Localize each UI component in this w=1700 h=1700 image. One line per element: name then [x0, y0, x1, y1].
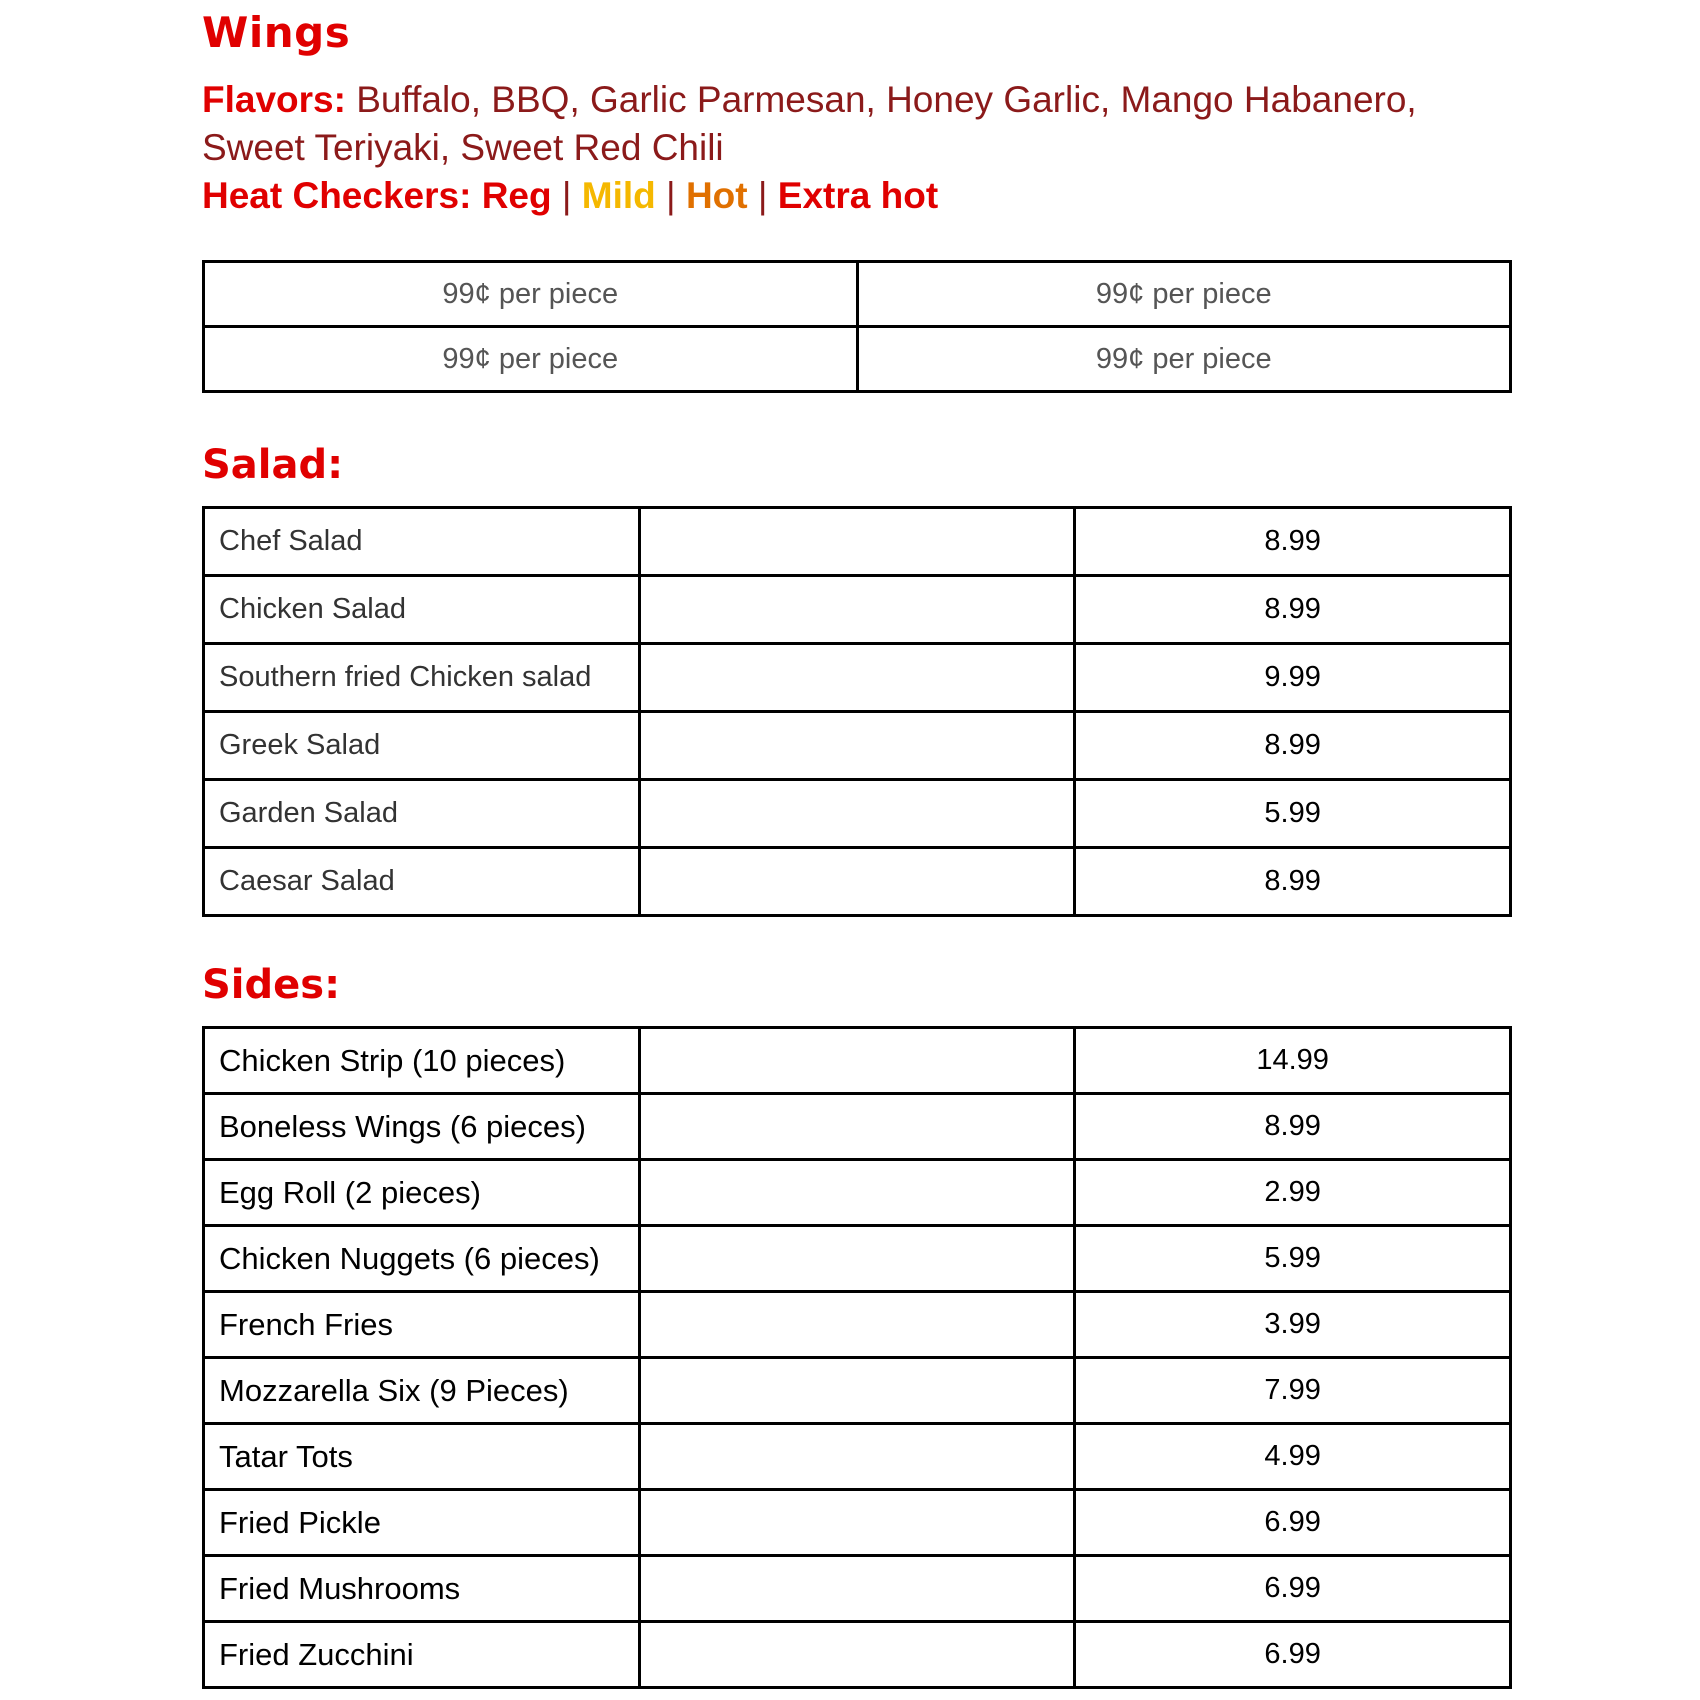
table-row — [204, 1424, 1511, 1490]
table-row — [204, 327, 1511, 392]
item-price: 8.99 — [1075, 576, 1511, 644]
table-row — [204, 262, 1511, 327]
empty-cell — [639, 712, 1075, 780]
heat-separator: | — [757, 175, 768, 216]
item-price: 8.99 — [1075, 1094, 1511, 1160]
empty-cell — [639, 1424, 1075, 1490]
table-row — [204, 1160, 1511, 1226]
item-name: Fried Mushrooms — [204, 1556, 640, 1622]
empty-cell — [639, 1160, 1075, 1226]
heat-level-reg: Reg — [481, 175, 552, 216]
table-row — [204, 1358, 1511, 1424]
item-name: Chicken Strip (10 pieces) — [204, 1028, 640, 1094]
heat-separator: | — [561, 175, 572, 216]
wings-flavors — [202, 76, 1512, 172]
item-price: 8.99 — [1075, 712, 1511, 780]
salad-title: Salad: — [202, 442, 344, 488]
heat-level-mild: Mild — [581, 175, 656, 216]
item-name: Tatar Tots — [204, 1424, 640, 1490]
item-name: Garden Salad — [204, 780, 640, 848]
item-price: 7.99 — [1075, 1358, 1511, 1424]
wings-price-table — [202, 260, 1512, 393]
item-price: 5.99 — [1075, 1226, 1511, 1292]
sides-table — [202, 1026, 1512, 1689]
wings-price-cell: 99¢ per piece — [204, 327, 858, 392]
table-row — [204, 1556, 1511, 1622]
item-price: 2.99 — [1075, 1160, 1511, 1226]
heat-separator: | — [666, 175, 676, 216]
empty-cell — [639, 644, 1075, 712]
item-price: 3.99 — [1075, 1292, 1511, 1358]
table-row — [204, 712, 1511, 780]
table-row — [204, 1226, 1511, 1292]
empty-cell — [639, 576, 1075, 644]
empty-cell — [639, 1358, 1075, 1424]
table-row — [204, 1292, 1511, 1358]
item-name: Boneless Wings (6 pieces) — [204, 1094, 640, 1160]
item-name: French Fries — [204, 1292, 640, 1358]
empty-cell — [639, 1094, 1075, 1160]
empty-cell — [639, 1490, 1075, 1556]
item-name: Chicken Salad — [204, 576, 640, 644]
sides-title: Sides: — [202, 962, 341, 1008]
wings-price-cell: 99¢ per piece — [857, 262, 1511, 327]
table-row — [204, 1622, 1511, 1688]
item-name: Caesar Salad — [204, 848, 640, 916]
item-price: 9.99 — [1075, 644, 1511, 712]
item-name: Chef Salad — [204, 508, 640, 576]
empty-cell — [639, 508, 1075, 576]
heat-level-extra-hot: Extra hot — [777, 175, 939, 216]
empty-cell — [639, 848, 1075, 916]
empty-cell — [639, 1556, 1075, 1622]
table-row — [204, 576, 1511, 644]
item-price: 8.99 — [1075, 848, 1511, 916]
table-row — [204, 1028, 1511, 1094]
salad-table — [202, 506, 1512, 917]
heat-label: Heat Checkers: — [202, 175, 472, 216]
item-price: 6.99 — [1075, 1490, 1511, 1556]
item-price: 6.99 — [1075, 1622, 1511, 1688]
item-price: 14.99 — [1075, 1028, 1511, 1094]
empty-cell — [639, 1622, 1075, 1688]
item-name: Mozzarella Six (9 Pieces) — [204, 1358, 640, 1424]
wings-price-cell: 99¢ per piece — [204, 262, 858, 327]
flavors-list: Buffalo, BBQ, Garlic Parmesan, Honey Garlic, Mango Habanero, Sweet Teriyaki, Sweet Red Chili — [202, 79, 1417, 168]
empty-cell — [639, 780, 1075, 848]
empty-cell — [639, 1226, 1075, 1292]
table-row — [204, 1094, 1511, 1160]
table-row — [204, 780, 1511, 848]
item-name: Fried Pickle — [204, 1490, 640, 1556]
item-name: Fried Zucchini — [204, 1622, 640, 1688]
table-row — [204, 644, 1511, 712]
flavors-label: Flavors: — [202, 79, 346, 120]
wings-title: Wings — [202, 8, 351, 57]
item-price: 4.99 — [1075, 1424, 1511, 1490]
empty-cell — [639, 1292, 1075, 1358]
table-row — [204, 848, 1511, 916]
item-price: 5.99 — [1075, 780, 1511, 848]
item-name: Greek Salad — [204, 712, 640, 780]
item-price: 6.99 — [1075, 1556, 1511, 1622]
item-name: Egg Roll (2 pieces) — [204, 1160, 640, 1226]
table-row — [204, 508, 1511, 576]
item-name: Southern fried Chicken salad — [204, 644, 640, 712]
empty-cell — [639, 1028, 1075, 1094]
heat-checkers — [202, 172, 938, 220]
wings-price-cell: 99¢ per piece — [857, 327, 1511, 392]
table-row — [204, 1490, 1511, 1556]
item-name: Chicken Nuggets (6 pieces) — [204, 1226, 640, 1292]
heat-level-hot: Hot — [685, 175, 748, 216]
item-price: 8.99 — [1075, 508, 1511, 576]
